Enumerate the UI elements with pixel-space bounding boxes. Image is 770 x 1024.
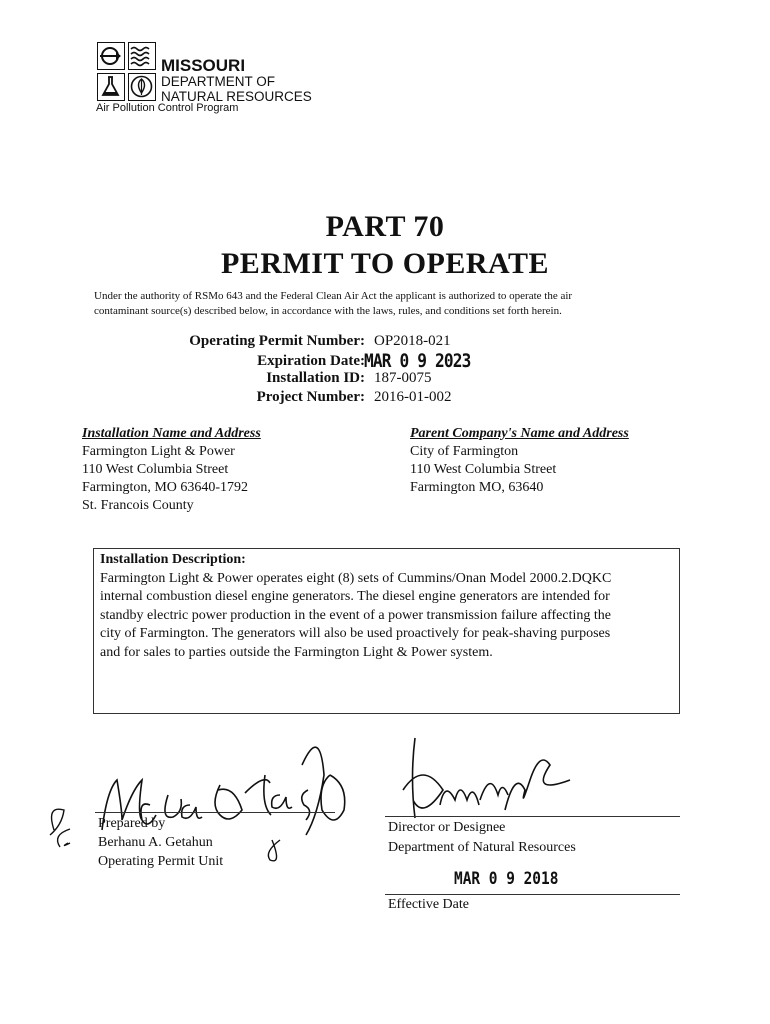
parent-block xyxy=(410,425,629,497)
effective-date-stamp: MAR 0 9 2018 xyxy=(454,869,559,889)
parent-heading: Parent Company's Name and Address xyxy=(410,426,629,441)
leaf-icon xyxy=(129,74,154,99)
title-permit: PERMIT TO OPERATE xyxy=(220,247,549,280)
title-part: PART 70 xyxy=(325,210,445,243)
authority-text-2: contaminant source(s) described below, in accordance with the laws, rules, and conditions set forth herein. xyxy=(94,305,562,317)
op-number-value: OP2018-021 xyxy=(374,333,451,349)
expiration-label: Expiration Date: xyxy=(257,353,365,369)
project-number-value: 2016-01-002 xyxy=(374,389,452,405)
preparer-block xyxy=(98,814,223,871)
description-line-5: and for sales to parties outside the Farmington Light & Power system. xyxy=(100,644,493,660)
prepared-by-label: Prepared by xyxy=(98,816,166,831)
installation-line-3: Farmington, MO 63640-1792 xyxy=(82,480,249,495)
parent-line-1: City of Farmington xyxy=(410,444,519,459)
description-heading: Installation Description: xyxy=(100,552,246,567)
installation-description-box xyxy=(93,548,680,714)
director-label: Director or Designee xyxy=(388,820,506,835)
director-department: Department of Natural Resources xyxy=(388,840,576,855)
agency-program: Air Pollution Control Program xyxy=(96,102,239,114)
preparer-unit: Operating Permit Unit xyxy=(98,854,224,869)
water-waves-icon xyxy=(129,43,154,68)
project-number-label: Project Number: xyxy=(256,389,365,405)
description-line-2: internal combustion diesel engine generators. The diesel engine generators are intended for xyxy=(100,589,610,604)
installation-line-1: Farmington Light & Power xyxy=(82,444,235,459)
installation-heading: Installation Name and Address xyxy=(82,426,261,441)
flask-logo-tile xyxy=(97,73,125,101)
description-line-3: standby electric power production in the event of a power transmission failure affecting the xyxy=(100,607,611,623)
agency-name-state: MISSOURI xyxy=(161,56,246,75)
installation-line-4: St. Francois County xyxy=(82,498,194,513)
arrow-logo-tile xyxy=(97,42,125,70)
circle-arrow-icon xyxy=(98,43,123,68)
agency-name-dept: DEPARTMENT OF xyxy=(161,74,276,89)
installation-id-label: Installation ID: xyxy=(266,370,365,386)
preparer-signature-line xyxy=(95,812,335,813)
installation-block xyxy=(82,425,261,515)
preparer-name: Berhanu A. Getahun xyxy=(98,835,213,850)
expiration-stamp: MAR 0 9 2023 xyxy=(364,350,471,372)
director-signature xyxy=(385,730,585,830)
authority-text-1: Under the authority of RSMo 643 and the Federal Clean Air Act the applicant is authorized to operate the air xyxy=(94,290,573,302)
description-line-4: city of Farmington. The generators will also be used proactively for peak-shaving purposes xyxy=(100,626,611,641)
water-logo-tile xyxy=(128,42,156,70)
parent-line-3: Farmington MO, 63640 xyxy=(410,480,544,495)
installation-line-2: 110 West Columbia Street xyxy=(82,462,229,477)
effective-date-label: Effective Date xyxy=(388,897,469,912)
flask-icon xyxy=(98,74,123,99)
director-block xyxy=(388,818,576,858)
op-number-label: Operating Permit Number: xyxy=(189,333,365,349)
effective-date-line xyxy=(385,894,680,895)
installation-id-value: 187-0075 xyxy=(374,370,432,386)
leaf-logo-tile xyxy=(128,73,156,101)
parent-line-2: 110 West Columbia Street xyxy=(410,462,557,477)
director-signature-line xyxy=(385,816,680,817)
description-line-1: Farmington Light & Power operates eight (8) sets of Cummins/Onan Model 2000.2.DQKC xyxy=(100,570,612,586)
agency-name-resources: NATURAL RESOURCES xyxy=(161,89,312,104)
